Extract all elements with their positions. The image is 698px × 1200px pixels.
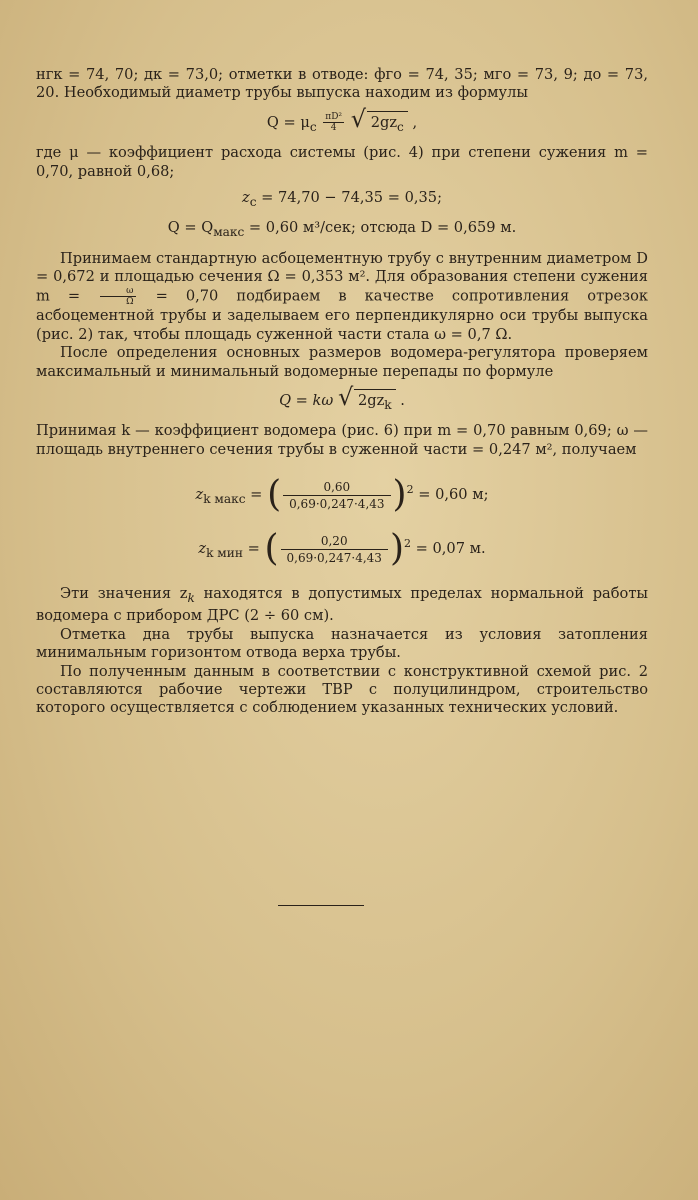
paragraph-7: Отметка дна трубы выпуска назначается из условия затопления минимальным горизонтом отвода верха трубы. (36, 625, 648, 662)
formula-zk-min: $z_{k мин}$ = ( $\frac{0,20}{0,69\cdot 0,247\cdot 4,43}$ )$^2$ = 0,07 м. (198, 528, 486, 570)
paragraph-1: нгк = 74, 70; дк = 73,0; отметки в отводе: фго = 74, 35; мго = 73, 9; до = 73, 20. Необходимый диаметр трубы выпуска находим из формулы (36, 66, 648, 102)
formula-zc: $z_с = 74,70 - 74,35 = 0,35$; (241, 188, 442, 209)
paragraph-8: По полученным данным в соответствии с конструктивной схемой рис. 2 составляются рабочие чертежи ТВР с полуцилиндром, строительство которого осуществляется с соблюдением указанных технических условий. (36, 662, 648, 717)
page-body-text (36, 66, 648, 718)
paragraph-4: После определения основных размеров водомера-регулятора проверяем максимальный и минимальный водомерные перепады по формуле (36, 344, 648, 380)
end-rule (278, 905, 364, 906)
formula-qmax: $Q = Q_{макс} = 0,60$ м³/сек; отсюда D = 0,659 м. (167, 219, 517, 240)
paragraph-6: Эти значения $z_k$ находятся в допустимых пределах нормальной работы водомера с прибором ДРС (2 ÷ 60 см). (36, 585, 649, 625)
paragraph-3: Принимаем стандартную асбоцементную трубу с внутренним диаметром D = 0,672 и площадью сечения Ω = 0,353 м². Для образования степени сужения m = $\frac{\omega}{\Omega}$ = 0,70 подбираем в качестве сопротивления отрезок асбоцементной трубы и заделываем его перпендикулярно оси трубы выпуска (рис. 2) так, чтобы площадь суженной части стала ω = 0,7 Ω. (36, 249, 648, 343)
paragraph-2: где μ — коэффициент расхода системы (рис. 4) при степени сужения m = 0,70, равной 0,68; (36, 144, 648, 180)
formula-zk-max: $z_{k макс}$ = ( $\frac{0,60}{0,69\cdot 0,247\cdot 4,43}$ )$^2$ = 0,60 м; (195, 474, 489, 516)
formula-q-k: Q = kω √ $2gz_k$ . (36, 389, 648, 414)
paragraph-5: Принимая k — коэффициент водомера (рис. 6) при m = 0,70 равным 0,69; ω — площадь внутреннего сечения трубы в суженной части = 0,247 м², получаем (36, 422, 648, 458)
formula-q-diameter: $Q = \mu_с$ $\frac{\text{πD²}}{4}$ √ $2gz_с$ , (36, 111, 648, 136)
